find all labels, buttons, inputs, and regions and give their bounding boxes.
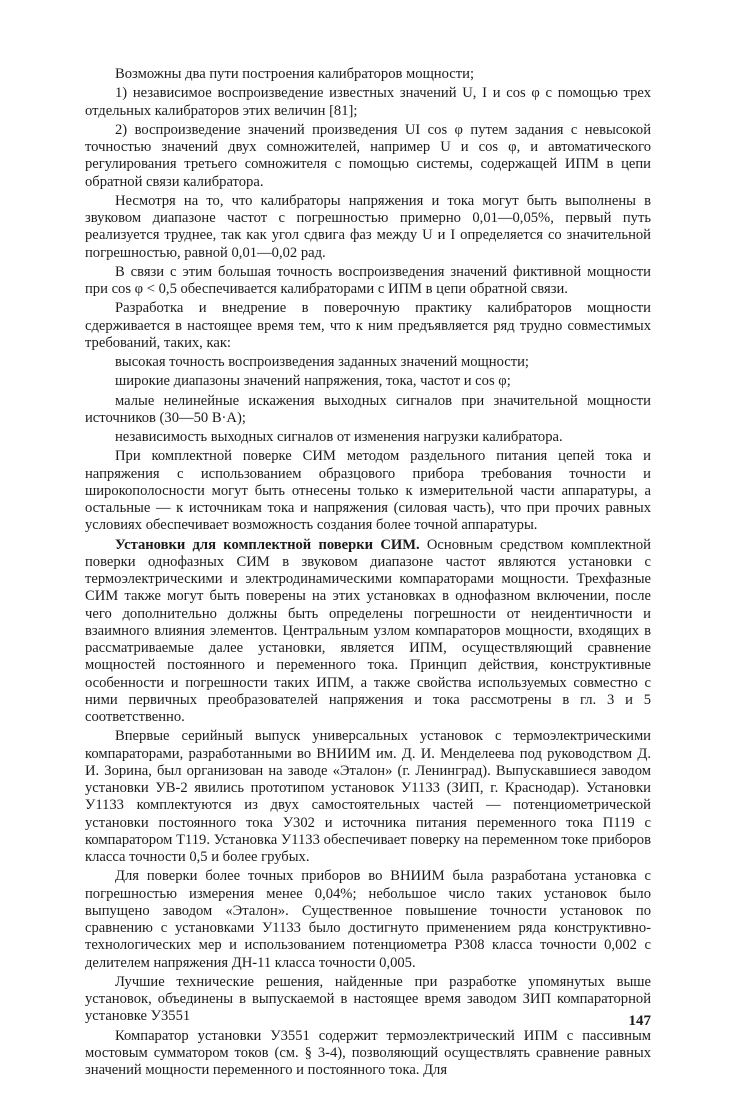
section-paragraph <box>85 537 651 727</box>
paragraph: Компаратор установки У3551 содержит термоэлектрический ИПМ с пассивным мостовым сумматором токов (см. § 3-4), позволяющий осуществлять сравнение равных значений мощности переменного и постоянного тока. Для <box>85 1027 651 1078</box>
requirement-item: независимость выходных сигналов от изменения нагрузки калибратора. <box>115 429 563 445</box>
paragraph: Разработка и внедрение в поверочную практику калибраторов мощности сдерживается в настоящее время тем, что к ним предъявляется ряд трудно совместимых требований, таких, как: <box>85 300 651 351</box>
paragraph: Лучшие технические решения, найденные при разработке упомянутых выше установок, объединены в выпускаемой в настоящее время заводом ЗИП компараторной установке У3551 <box>85 973 651 1025</box>
requirement-item: высокая точность воспроизведения заданных значений мощности; <box>115 354 529 370</box>
body-text <box>85 66 651 1079</box>
paragraph: 2) воспроизведение значений произведения UI cos φ путем задания с невысокой точностью значений двух сомножителей, например U и cos φ, и автоматического регулирования третьего сомножителя с помощью системы, содержащей ИПМ в цепи обратной связи калибратора. <box>85 121 651 190</box>
paragraph: Впервые серийный выпуск универсальных установок с термоэлектрическими компараторами, разработанными во ВНИИМ им. Д. И. Менделеева под руководством Д. И. Зорина, был организован на заводе «Эталон» (г. Ленинград). Выпускавшиеся заводом установки УВ-2 явились прототипом установок У1133 (ЗИП, г. Краснодар). Установки У1133 комплектуются из двух самостоятельных частей — потенциометрической установки постоянного тока У302 и источника питания переменного тока П119 с компаратором Т119. Установка У1133 обеспечивает поверку на переменном токе приборов класса точности 0,5 и более грубых. <box>85 728 651 865</box>
paragraph: 1) независимое воспроизведение известных значений U, I и cos φ с помощью трех отдельных калибраторов этих величин [81]; <box>85 85 651 119</box>
section-heading: Установки для комплектной поверки СИМ. <box>115 536 420 553</box>
paragraph: При комплектной поверке СИМ методом раздельного питания цепей тока и напряжения с использованием образцового прибора требования точности и широкополосности могут быть отнесены только к измерительной части аппаратуры, а остальные — к источникам тока и напряжения (силовая часть), что при прочих равных условиях обеспечивает возможность создания более точной аппаратуры. <box>85 448 651 534</box>
requirement-item: малые нелинейные искажения выходных сигналов при значительной мощности источников (30—50 В·А); <box>85 392 651 426</box>
page-number: 147 <box>628 1013 651 1029</box>
paragraph: Возможны два пути построения калибраторов мощности; <box>115 66 474 82</box>
paragraph: В связи с этим большая точность воспроизведения значений фиктивной мощности при cos φ < 0,5 обеспечивается калибраторами с ИПМ в цепи обратной связи. <box>85 263 651 297</box>
paragraph: Для поверки более точных приборов во ВНИИМ была разработана установка с погрешностью измерения менее 0,04%; небольшое число таких установок было выпущено заводом «Эталон». Существенное повышение точности установок по сравнению с установками У1133 было достигнуто применением ряда конструктивно-технологических мер и использованием потенциометра Р308 класса точности 0,002 с делителем напряжения ДН-11 класса точности 0,005. <box>85 868 651 971</box>
requirement-item: широкие диапазоны значений напряжения, тока, частот и cos φ; <box>115 373 511 390</box>
section-text: Основным средством комплектной поверки однофазных СИМ в звуковом диапазоне частот являются установки с термоэлектрическими и электродинамическими компараторами мощности. Трехфазные СИМ также могут быть поверены на этих установках в однофазном включении, после чего дополнительно должны быть определены погрешности от неидентичности и взаимного влияния элементов. Центральным узлом компараторов мощности, входящих в рассматриваемые далее установки, является ИПМ, осуществляющий сравнение мощностей постоянного и переменного тока. Принцип действия, конструктивные особенности и погрешности таких ИПМ, а также свойства используемых совместно с ними первичных преобразователей напряжения и тока рассмотрены в гл. 3 и 5 соответственно. <box>85 536 651 725</box>
paragraph: Несмотря на то, что калибраторы напряжения и тока могут быть выполнены в звуковом диапазоне частот с погрешностью примерно 0,01—0,05%, первый путь реализуется труднее, так как угол сдвига фаз между U и I определяется со значительной погрешностью, равной 0,01—0,02 рад. <box>85 192 651 261</box>
